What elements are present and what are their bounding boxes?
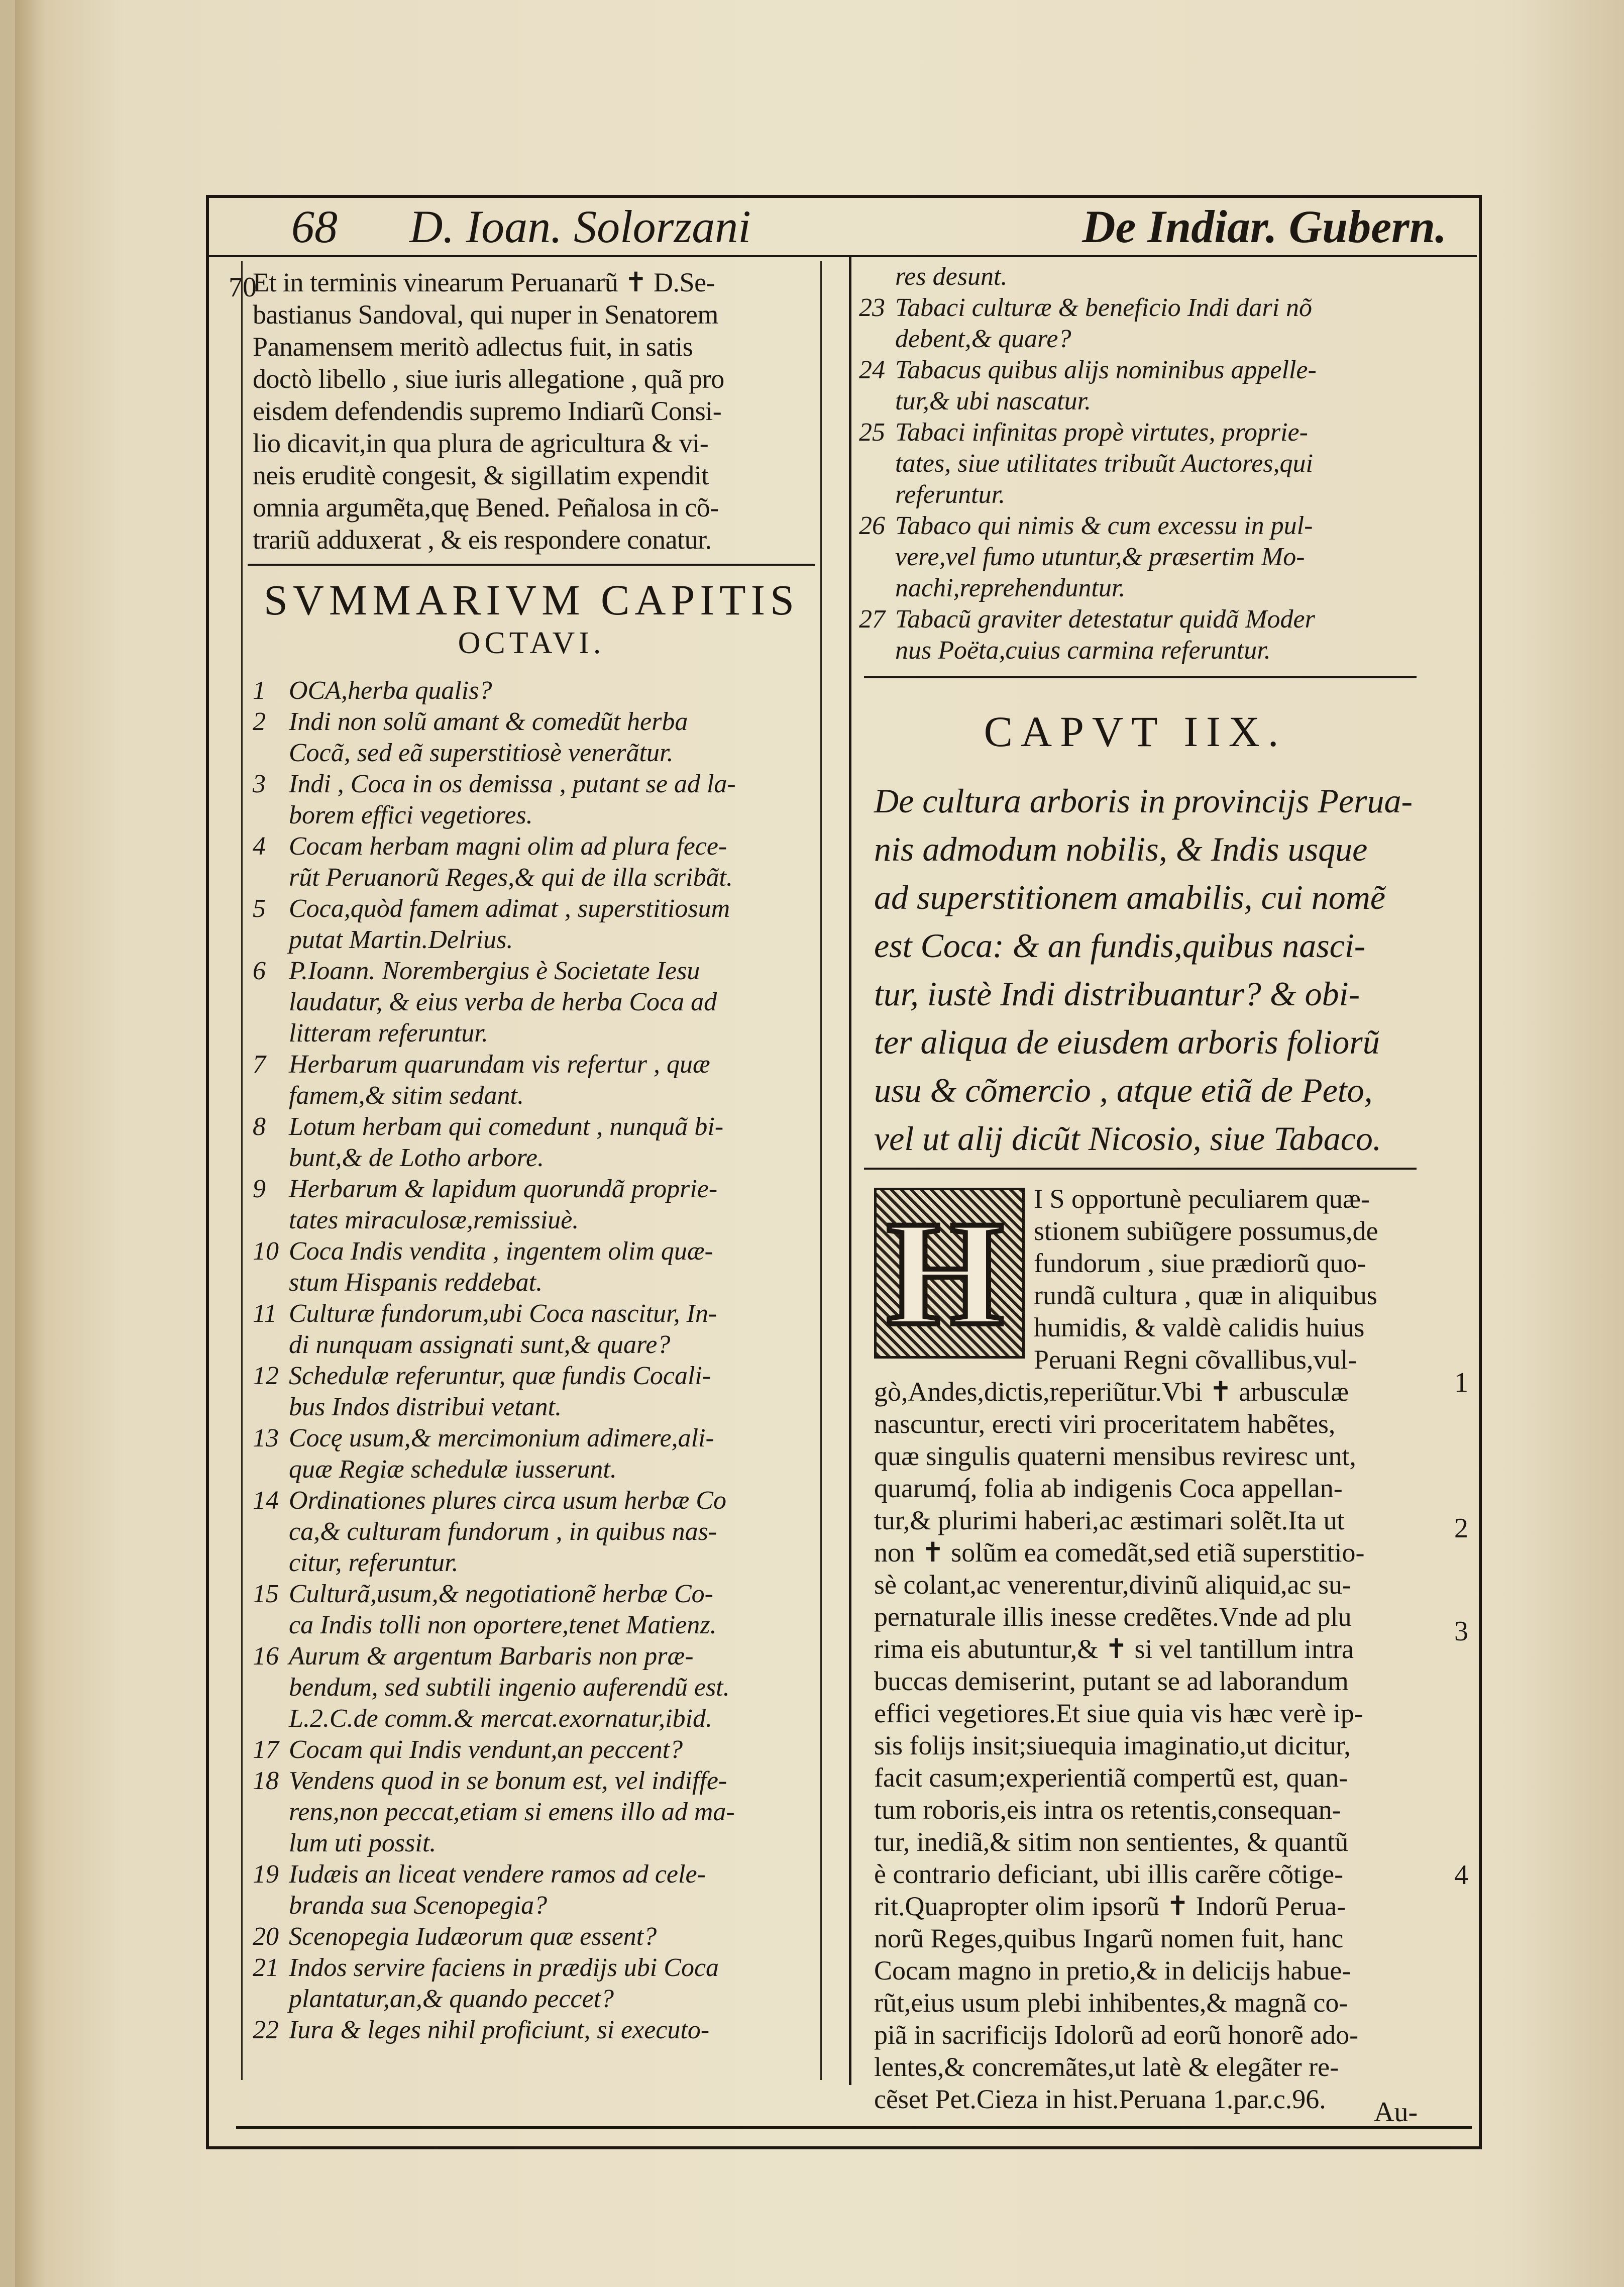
running-head <box>208 200 1477 257</box>
summary-item-number <box>859 542 895 573</box>
summary-item-text: putat Martin.Delrius. <box>289 925 513 954</box>
summary-item <box>253 1329 816 1361</box>
summary-item-text: L.2.C.de comm.& mercat.exornatur,ibid. <box>289 1704 712 1733</box>
summary-item <box>859 635 1417 666</box>
summary-item-number <box>253 800 289 831</box>
summary-item-text: Tabacus quibus alijs nominibus appelle- <box>895 356 1317 384</box>
summary-item-number: 20 <box>253 1922 279 1951</box>
column-rule <box>849 256 851 2085</box>
summary-item-text: quæ Regiæ schedulæ iusserunt. <box>289 1455 617 1484</box>
chapter-body-line: buccas demiserint, putant se ad laborandum <box>874 1666 1349 1696</box>
summary-item-number: 23 <box>859 293 885 322</box>
chapter-summary-line: nis admodum nobilis, & Indis usque <box>874 830 1368 868</box>
summary-item-text: bunt,& de Lotho arbore. <box>289 1144 544 1172</box>
summary-item-text: Lotum herbam qui comedunt , nunquã bi- <box>289 1112 724 1141</box>
summary-item-number: 18 <box>253 1766 279 1795</box>
summary-item <box>253 1952 816 1984</box>
opening-paragraph-line: lio dicavit,in qua plura de agricultura & vi- <box>253 428 709 458</box>
summary-item-number <box>253 1984 289 2015</box>
summary-item-number: 14 <box>253 1486 279 1515</box>
summary-item <box>253 1392 816 1423</box>
page-edge-shading <box>1497 0 1624 2287</box>
summary-item <box>253 800 816 831</box>
chapter-body-line: facit casum;experientiã compertũ est, quan- <box>874 1762 1348 1793</box>
summary-item-number: 19 <box>253 1860 279 1889</box>
summary-item <box>253 1485 816 1516</box>
opening-paragraph-line: doctò libello , siue iuris allegatione , quã pro <box>253 364 724 394</box>
summary-item-text: debent,& quare? <box>895 325 1071 353</box>
summary-item-text: di nunquam assignati sunt,& quare? <box>289 1330 671 1359</box>
summary-item <box>253 1049 816 1080</box>
summary-item-text: bus Indos distribui vetant. <box>289 1393 562 1421</box>
chapter-body-line: gò,Andes,dictis,reperiũtur.Vbi ✝ arbusculæ <box>874 1377 1349 1407</box>
summary-item-text: referuntur. <box>895 480 1006 509</box>
chapter-body-line: norũ Reges,quibus Ingarũ nomen fuit, hanc <box>874 1923 1344 1953</box>
summary-item-number <box>859 324 895 355</box>
opening-paragraph-line: Et in terminis vinearum Peruanarũ ✝ D.Se- <box>253 267 715 297</box>
summary-item <box>253 1703 816 1734</box>
decorated-initial <box>874 1188 1025 1359</box>
summary-item-number <box>859 261 895 292</box>
margin-note-left: 70 <box>229 272 257 303</box>
bottom-rule <box>236 2126 1472 2129</box>
summary-item-number: 21 <box>253 1953 279 1982</box>
summary-item-text: plantatur,an,& quando peccet? <box>289 1985 614 2013</box>
summary-item-text: borem effici vegetiores. <box>289 801 533 829</box>
summary-item <box>253 1734 816 1765</box>
chapter-body-line: tum roboris,eis intra os retentis,consequan- <box>874 1795 1341 1825</box>
summary-item <box>253 675 816 706</box>
summary-item-number <box>253 1672 289 1703</box>
summary-item-number <box>253 987 289 1018</box>
summary-item <box>253 706 816 738</box>
summary-item-text: Iudæis an liceat vendere ramos ad cele- <box>289 1860 706 1889</box>
running-title: De Indiar. Gubern. <box>1082 201 1447 252</box>
summary-item-number <box>253 1329 289 1361</box>
summary-item <box>253 1298 816 1329</box>
summary-item-text: Cocam herbam magni olim ad plura fece- <box>289 832 727 861</box>
summary-item <box>253 1205 816 1236</box>
summary-item <box>253 924 816 956</box>
chapter-title: CAPVT IIX. <box>984 707 1287 756</box>
summary-item <box>859 355 1417 386</box>
summary-item-number <box>253 1080 289 1111</box>
summary-item-number: 22 <box>253 2016 279 2044</box>
opening-paragraph-line: bastianus Sandoval, qui nuper in Senatorem <box>253 299 718 330</box>
chapter-body-line: Peruani Regni cõvallibus,vul- <box>1034 1344 1357 1375</box>
summary-item <box>253 1236 816 1267</box>
summary-item-text: Cocã, sed eã superstitiosè venerãtur. <box>289 739 674 767</box>
summary-item-text: stum Hispanis reddebat. <box>289 1268 543 1297</box>
summary-item <box>253 1516 816 1547</box>
summary-item <box>253 1018 816 1049</box>
summary-item-text: tur,& ubi nascatur. <box>895 387 1092 415</box>
summary-item <box>859 417 1417 448</box>
summary-item-number <box>253 1392 289 1423</box>
summary-subtitle: OCTAVI. <box>458 626 605 660</box>
summary-item-text: bendum, sed subtili ingenio auferendũ est. <box>289 1673 730 1702</box>
section-rule <box>248 564 815 566</box>
summary-item <box>253 769 816 800</box>
summary-item-number: 6 <box>253 957 266 985</box>
margin-number-1: 1 <box>1454 1367 1468 1398</box>
summary-item-number: 17 <box>253 1735 279 1764</box>
summary-item <box>859 324 1417 355</box>
summary-item <box>253 831 816 862</box>
summary-item <box>253 987 816 1018</box>
summary-item-text: Tabaci infinitas propè virtutes, proprie- <box>895 418 1308 447</box>
summary-item-number <box>253 1797 289 1828</box>
summary-item-text: Cocę usum,& mercimonium adimere,ali- <box>289 1424 714 1452</box>
chapter-body-line: fundorum , siue prædiorũ quo- <box>1034 1248 1366 1278</box>
summary-item-number <box>253 1828 289 1859</box>
summary-item-text: OCA,herba qualis? <box>289 676 492 705</box>
summary-item <box>253 1921 816 1952</box>
summary-item <box>253 1610 816 1641</box>
summary-item-number: 24 <box>859 356 885 384</box>
summary-item-number <box>859 386 895 417</box>
summary-item-number <box>253 924 289 956</box>
summary-item-number <box>253 738 289 769</box>
opening-paragraph <box>243 261 820 556</box>
summary-item-number <box>253 1516 289 1547</box>
chapter-body-line: non ✝ solũm ea comedãt,sed etiã superstitio- <box>874 1537 1365 1568</box>
summary-item-text: Tabaci culturæ & beneficio Indi dari nõ <box>895 293 1313 322</box>
chapter-body-line: rundã cultura , quæ in aliquibus <box>1034 1280 1377 1310</box>
summary-item-number: 13 <box>253 1424 279 1452</box>
summary-item-text: citur, referuntur. <box>289 1548 459 1577</box>
summary-item <box>253 1547 816 1579</box>
chapter-body <box>854 1183 1417 2115</box>
summary-item-number <box>253 1267 289 1298</box>
summary-item-text: Cocam qui Indis vendunt,an peccent? <box>289 1735 683 1764</box>
summary-item-text: Herbarum & lapidum quorundã proprie- <box>289 1175 718 1203</box>
summary-item-text: Aurum & argentum Barbaris non præ- <box>289 1642 694 1671</box>
chapter-summary-line: tur, iustè Indi distribuantur? & obi- <box>874 975 1360 1013</box>
summary-item-number: 3 <box>253 770 266 798</box>
opening-paragraph-line: neis eruditè congesit, & sigillatim expendit <box>253 460 709 490</box>
summary-item-number <box>859 479 895 510</box>
summary-item <box>859 448 1417 479</box>
summary-item <box>253 1828 816 1859</box>
right-column <box>854 261 1417 2114</box>
left-column <box>241 261 822 2080</box>
summary-item <box>253 862 816 893</box>
page-number: 68 <box>291 201 338 252</box>
summary-item <box>253 738 816 769</box>
summary-item-text: Culturæ fundorum,ubi Coca nascitur, In- <box>289 1299 717 1328</box>
chapter-summary <box>854 777 1417 1163</box>
chapter-body-line: Cocam magno in pretio,& in delicijs habue- <box>874 1955 1351 1986</box>
summary-item-text: Schedulæ referuntur, quæ fundis Cocali- <box>289 1362 711 1390</box>
summary-item-text: Coca,quòd famem adimat , superstitiosum <box>289 894 730 923</box>
summary-item-number <box>253 1018 289 1049</box>
summary-item-text: Scenopegia Iudæorum quæ essent? <box>289 1922 657 1951</box>
chapter-summary-line: vel ut alij dicũt Nicosio, siue Tabaco. <box>874 1119 1381 1158</box>
margin-number-4: 4 <box>1454 1859 1468 1891</box>
summary-item <box>253 1579 816 1610</box>
margin-number-3: 3 <box>1454 1616 1468 1647</box>
chapter-body-line: sè colant,ac venerentur,divinũ aliquid,ac su- <box>874 1570 1351 1600</box>
summary-item-text: vere,vel fumo utuntur,& præsertim Mo- <box>895 543 1305 571</box>
summary-item-number <box>253 1205 289 1236</box>
summary-item-text: rens,non peccat,etiam si emens illo ad ma- <box>289 1798 735 1826</box>
summary-item <box>253 893 816 924</box>
summary-item-number: 27 <box>859 605 885 634</box>
summary-item-number: 10 <box>253 1237 279 1266</box>
summary-item <box>253 1890 816 1921</box>
summary-item <box>253 2015 816 2046</box>
summary-item <box>859 479 1417 510</box>
summary-item <box>253 1111 816 1142</box>
summary-item-text: Coca Indis vendita , ingentem olim quæ- <box>289 1237 713 1266</box>
summary-item <box>859 510 1417 542</box>
summary-item-number <box>859 448 895 479</box>
summary-item <box>253 1267 816 1298</box>
chapter-body-line: stionem subiũgere possumus,de <box>1034 1216 1378 1246</box>
summary-item-number <box>859 573 895 604</box>
summary-item <box>859 261 1417 292</box>
summary-item-text: Indi , Coca in os demissa , putant se ad la- <box>289 770 736 798</box>
summary-item-number <box>253 1142 289 1174</box>
chapter-body-line: rit.Quapropter olim ipsorũ ✝ Indorũ Perua- <box>874 1891 1346 1921</box>
chapter-body-line: è contrario deficiant, ubi illis carẽre cõtige- <box>874 1859 1344 1889</box>
summary-item-text: Indi non solũ amant & comedũt herba <box>289 707 688 736</box>
summary-list-continued <box>854 261 1417 666</box>
chapter-body-line: nascuntur, erecti viri proceritatem habẽtes, <box>874 1409 1336 1439</box>
summary-item-number: 4 <box>253 832 266 861</box>
summary-item-text: ca,& culturam fundorum , in quibus nas- <box>289 1517 717 1546</box>
summary-item-number: 7 <box>253 1050 266 1079</box>
chapter-body-line: quarumq́, folia ab indigenis Coca appellan- <box>874 1473 1343 1503</box>
summary-item <box>253 1672 816 1703</box>
summary-item-text: famem,& sitim sedant. <box>289 1081 524 1110</box>
chapter-body-line: tur,& plurimi haberi,ac æstimari solẽt.Ita ut <box>874 1505 1345 1535</box>
summary-item-number: 8 <box>253 1112 266 1141</box>
chapter-rule <box>864 1168 1417 1170</box>
chapter-body-line: effici vegetiores.Et siue quia vis hæc verè ip- <box>874 1698 1363 1728</box>
summary-item-text: Indos servire faciens in prædijs ubi Coca <box>289 1953 719 1982</box>
section-rule-right <box>864 676 1417 678</box>
summary-item <box>859 386 1417 417</box>
summary-item-text: Culturã,usum,& negotiationẽ herbæ Co- <box>289 1580 713 1608</box>
summary-item <box>253 1454 816 1485</box>
summary-item <box>253 1174 816 1205</box>
summary-item-number <box>253 1547 289 1579</box>
summary-item-text: tates miraculosæ,remissiuè. <box>289 1206 579 1234</box>
chapter-body-line: lentes,& concremãtes,ut latè & elegãter re- <box>874 2052 1339 2082</box>
summary-item-number: 5 <box>253 894 266 923</box>
opening-paragraph-line: trariũ adduxerat , & eis respondere conatur. <box>253 525 712 555</box>
summary-list <box>243 675 820 2046</box>
summary-item <box>253 1080 816 1111</box>
summary-item <box>253 956 816 987</box>
summary-item <box>253 1797 816 1828</box>
summary-item <box>253 1765 816 1797</box>
chapter-summary-line: ad superstitionem amabilis, cui nomẽ <box>874 878 1386 916</box>
summary-item-text: Herbarum quarundam vis refertur , quæ <box>289 1050 710 1079</box>
summary-item <box>253 1361 816 1392</box>
summary-item <box>253 1859 816 1890</box>
summary-item-number <box>253 1703 289 1734</box>
summary-item <box>859 573 1417 604</box>
summary-item <box>253 1142 816 1174</box>
opening-paragraph-line: Panamensem meritò adlectus fuit, in satis <box>253 332 693 362</box>
chapter-summary-line: De cultura arboris in provincijs Perua- <box>874 782 1413 820</box>
summary-item-number: 11 <box>253 1299 277 1328</box>
summary-item-text: ca Indis tolli non oportere,tenet Matienz. <box>289 1611 717 1639</box>
chapter-body-line: rũt,eius usum plebi inhibentes,& magnã co- <box>874 1988 1348 2018</box>
summary-item-text: lum uti possit. <box>289 1829 437 1857</box>
chapter-body-line: cẽset Pet.Cieza in hist.Peruana 1.par.c.96. <box>874 2084 1326 2114</box>
summary-item-number: 1 <box>253 676 266 705</box>
summary-item-number <box>253 1890 289 1921</box>
summary-item-number <box>253 1610 289 1641</box>
summary-item-text: Tabacũ graviter detestatur quidã Moder <box>895 605 1315 634</box>
catchword: Au- <box>1374 2097 1418 2128</box>
summary-item <box>253 1984 816 2015</box>
summary-item-number: 16 <box>253 1642 279 1671</box>
margin-number-2: 2 <box>1454 1513 1468 1544</box>
summary-item-number <box>859 635 895 666</box>
chapter-body-line: quæ singulis quaterni mensibus reviresc unt, <box>874 1441 1356 1471</box>
summary-title: SVMMARIVM CAPITIS <box>264 576 799 624</box>
summary-item <box>253 1641 816 1672</box>
summary-item-text: Iura & leges nihil proficiunt, si executo- <box>289 2016 710 2044</box>
chapter-body-line: tur, inediã,& sitim non sentientes, & quantũ <box>874 1827 1349 1857</box>
summary-item-number: 15 <box>253 1580 279 1608</box>
chapter-body-line: I S opportunè peculiarem quæ- <box>1034 1184 1370 1214</box>
summary-item-text: Vendens quod in se bonum est, vel indiffe- <box>289 1766 727 1795</box>
summary-item-text: P.Ioann. Norembergius è Societate Iesu <box>289 957 700 985</box>
chapter-summary-line: usu & cõmercio , atque etiã de Peto, <box>874 1071 1373 1109</box>
chapter-body-line: pernaturale illis inesse credẽtes.Vnde ad plu <box>874 1602 1352 1632</box>
chapter-summary-line: ter aliqua de eiusdem arboris foliorũ <box>874 1023 1380 1061</box>
summary-item-number: 2 <box>253 707 266 736</box>
summary-item-number: 12 <box>253 1362 279 1390</box>
summary-item-number: 26 <box>859 511 885 540</box>
summary-item-text: Tabaco qui nimis & cum excessu in pul- <box>895 511 1313 540</box>
chapter-body-line: humidis, & valdè calidis huius <box>1034 1312 1365 1342</box>
summary-item-text: Ordinationes plures circa usum herbæ Co <box>289 1486 726 1515</box>
summary-item-number: 9 <box>253 1175 266 1203</box>
summary-item <box>859 292 1417 324</box>
initial-letter: H <box>887 1190 1004 1357</box>
summary-item-text: tates, siue utilitates tribuũt Auctores,qui <box>895 449 1313 478</box>
chapter-body-line: piã in sacrificijs Idolorũ ad eorũ honorẽ ado- <box>874 2020 1359 2050</box>
summary-item-text: nus Poëta,cuius carmina referuntur. <box>895 636 1271 665</box>
summary-item-text: litteram referuntur. <box>289 1019 488 1048</box>
summary-item-text: laudatur, & eius verba de herba Coca ad <box>289 988 717 1016</box>
opening-paragraph-line: eisdem defendendis supremo Indiarũ Consi- <box>253 396 722 426</box>
summary-item <box>253 1423 816 1454</box>
chapter-body-line: sis folijs insit;siuequia imaginatio,ut dicitur, <box>874 1730 1351 1760</box>
chapter-summary-line: est Coca: & an fundis,quibus nasci- <box>874 926 1366 965</box>
summary-item-text: res desunt. <box>895 262 1008 291</box>
summary-item-text: branda sua Scenopegia? <box>289 1891 548 1920</box>
summary-item-number <box>253 862 289 893</box>
opening-paragraph-line: omnia argumẽta,quę Bened. Peñalosa in cõ- <box>253 492 719 523</box>
summary-item-number <box>253 1454 289 1485</box>
summary-item-text: rũt Peruanorũ Reges,& qui de illa scribãt. <box>289 863 733 892</box>
summary-item <box>859 604 1417 635</box>
running-author: D. Ioan. Solorzani <box>409 201 751 252</box>
chapter-body-line: rima eis abutuntur,& ✝ si vel tantillum intra <box>874 1634 1354 1664</box>
summary-item <box>859 542 1417 573</box>
summary-item-text: nachi,reprehenduntur. <box>895 574 1126 602</box>
summary-item-number: 25 <box>859 418 885 447</box>
